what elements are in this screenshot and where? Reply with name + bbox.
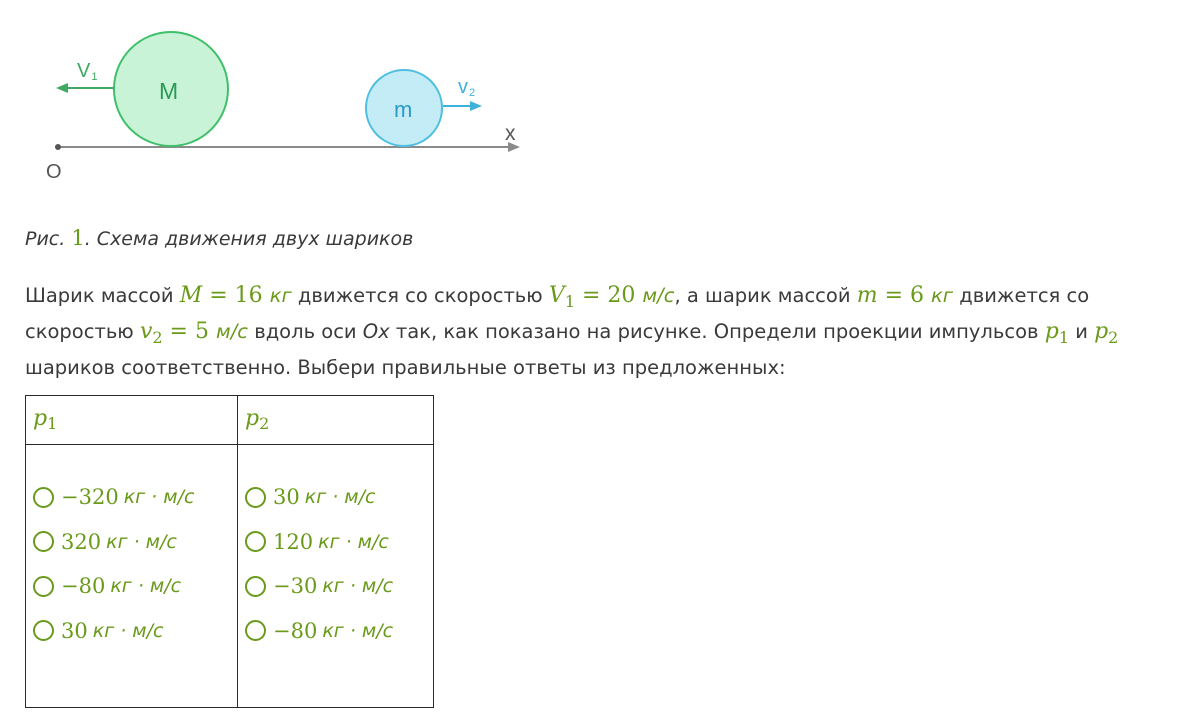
option-unit: кг · м/с bbox=[322, 619, 394, 642]
option-value: 30 bbox=[61, 618, 88, 643]
caption-prefix: Рис. bbox=[25, 228, 72, 250]
motion-diagram bbox=[0, 0, 560, 200]
problem-text-part: так, как показано на рисунке. Определи проекции импульсов bbox=[389, 319, 1045, 343]
problem-text-part: движется со скоростью bbox=[291, 284, 549, 307]
math-var-p2: p bbox=[1094, 318, 1109, 344]
math-eq: = 16 bbox=[202, 283, 270, 308]
option-unit: кг · м/с bbox=[123, 486, 195, 509]
option-unit: кг · м/с bbox=[106, 530, 177, 553]
math-var-p1: p bbox=[1044, 318, 1059, 344]
p2-option[interactable] bbox=[245, 520, 433, 565]
option-value: −80 bbox=[273, 618, 318, 643]
answer-table bbox=[25, 395, 434, 708]
p2-option[interactable] bbox=[245, 475, 433, 520]
origin-point bbox=[55, 144, 61, 150]
math-unit: кг bbox=[931, 284, 954, 307]
option-value: −30 bbox=[273, 574, 318, 599]
option-unit: кг · м/с bbox=[322, 575, 394, 598]
problem-text-part: движется со скоростью bbox=[25, 284, 1090, 343]
header-p1-var: p bbox=[33, 406, 48, 432]
origin-label: O bbox=[46, 161, 62, 183]
problem-text-part: Шарик массой bbox=[25, 284, 180, 307]
math-sub: 1 bbox=[564, 291, 575, 311]
header-p2 bbox=[238, 396, 434, 445]
math-var-V1: V bbox=[548, 283, 565, 308]
problem-text-part: шариков соответственно. Выбери правильные ответы из предложенных: bbox=[25, 355, 786, 379]
math-eq: = 6 bbox=[877, 283, 932, 308]
math-eq: = 20 bbox=[575, 283, 643, 308]
figure-caption bbox=[25, 226, 413, 250]
p2-option[interactable] bbox=[245, 564, 433, 609]
small-ball-label: m bbox=[394, 97, 413, 122]
radio-button[interactable] bbox=[33, 531, 54, 552]
caption-number: 1 bbox=[71, 226, 85, 250]
math-var-m: m bbox=[856, 283, 878, 308]
math-sub: 2 bbox=[152, 327, 163, 347]
p1-option[interactable] bbox=[33, 520, 237, 565]
math-unit: м/с bbox=[642, 284, 675, 307]
header-p2-var: p bbox=[245, 406, 260, 432]
option-value: −80 bbox=[61, 574, 106, 599]
math-var-v2: v bbox=[139, 318, 153, 344]
option-unit: кг · м/с bbox=[92, 619, 164, 642]
radio-button[interactable] bbox=[33, 487, 54, 508]
x-axis-label: x bbox=[505, 122, 516, 145]
p1-options-cell bbox=[26, 445, 238, 708]
header-p1-sub: 1 bbox=[47, 414, 58, 434]
v1-arrowhead bbox=[56, 83, 68, 93]
p2-options-cell bbox=[238, 445, 434, 708]
option-unit: кг · м/с bbox=[304, 486, 376, 509]
v1-label: V1 bbox=[77, 60, 98, 83]
math-unit: м/с bbox=[215, 319, 248, 343]
math-unit: кг bbox=[269, 284, 292, 307]
radio-button[interactable] bbox=[245, 487, 266, 508]
radio-button[interactable] bbox=[245, 576, 266, 597]
option-value: 320 bbox=[61, 529, 102, 554]
option-value: −320 bbox=[61, 485, 119, 510]
option-value: 120 bbox=[273, 529, 314, 554]
p1-option[interactable] bbox=[33, 564, 237, 609]
option-value: 30 bbox=[273, 485, 300, 510]
math-sub: 1 bbox=[1058, 327, 1069, 347]
v2-arrowhead bbox=[470, 101, 482, 111]
problem-text-part: вдоль оси bbox=[248, 319, 363, 343]
math-var-M: M bbox=[179, 283, 203, 308]
radio-button[interactable] bbox=[245, 531, 266, 552]
p1-option[interactable] bbox=[33, 609, 237, 654]
big-ball-label: M bbox=[159, 78, 179, 104]
problem-text-part: и bbox=[1069, 319, 1095, 343]
math-eq: = 5 bbox=[162, 318, 216, 344]
option-unit: кг · м/с bbox=[318, 530, 389, 553]
radio-button[interactable] bbox=[33, 620, 54, 641]
header-p1 bbox=[26, 396, 238, 445]
p2-option[interactable] bbox=[245, 609, 433, 654]
p1-option[interactable] bbox=[33, 475, 237, 520]
problem-text-part: , а шарик массой bbox=[674, 284, 857, 307]
v2-label: v2 bbox=[458, 76, 476, 99]
caption-text: . Схема движения двух шариков bbox=[84, 228, 414, 250]
axis-name: Ox bbox=[362, 319, 390, 343]
math-sub: 2 bbox=[1108, 327, 1119, 347]
header-p2-sub: 2 bbox=[259, 414, 270, 434]
problem-text bbox=[25, 281, 1185, 383]
radio-button[interactable] bbox=[33, 576, 54, 597]
option-unit: кг · м/с bbox=[110, 575, 182, 598]
radio-button[interactable] bbox=[245, 620, 266, 641]
